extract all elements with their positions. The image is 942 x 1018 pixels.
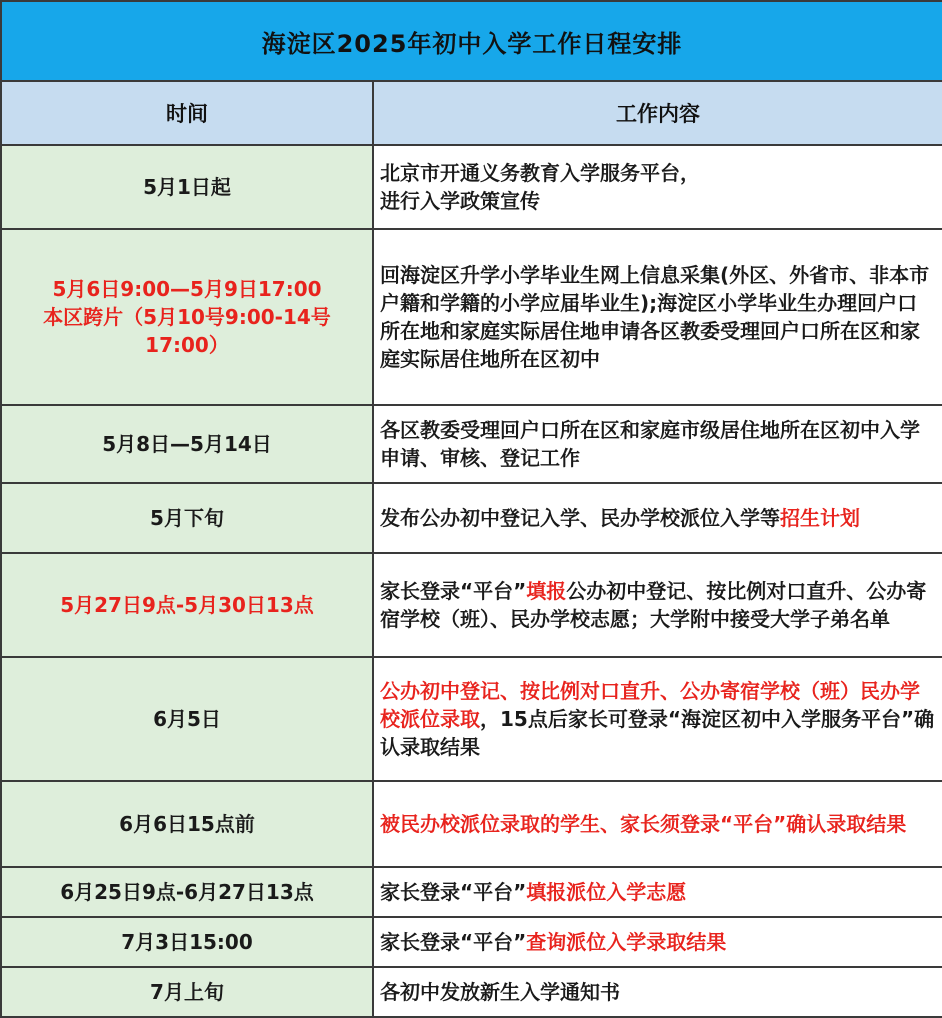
schedule-rows: [1, 145, 942, 1017]
content-text: 发布公办初中登记入学、民办学校派位入学等: [380, 506, 780, 530]
header-time: 时间: [1, 81, 373, 145]
time-line: 本区跨片（5月10号9:00-14号17:00）: [43, 305, 331, 357]
schedule-time: [1, 483, 373, 553]
highlight-text: 公办初中登记、按比例对口直升、公办寄宿学校（班）民办学校派位录取: [380, 679, 920, 731]
schedule-time: [1, 781, 373, 867]
table-row: [1, 781, 942, 867]
schedule-time: [1, 553, 373, 657]
schedule-time: [1, 229, 373, 405]
content-text: 回海淀区升学小学毕业生网上信息采集(外区、外省市、非本市户籍和学籍的小学应届毕业生);海淀区小学毕业生办理回户口所在地和家庭实际居住地申请各区教委受理回户口所在区和家庭实际居住地所在区初中: [380, 263, 930, 371]
time-line: 5月27日9点-5月30日13点: [60, 593, 314, 617]
table-row: [1, 657, 942, 781]
table-row: [1, 229, 942, 405]
table-row: [1, 867, 942, 917]
schedule-content: [373, 229, 942, 405]
time-line: 6月25日9点-6月27日13点: [60, 880, 314, 904]
header-content: 工作内容: [373, 81, 942, 145]
schedule-time: [1, 917, 373, 967]
time-line: 6月6日15点前: [119, 812, 255, 836]
content-text: 家长登录“平台”: [380, 930, 527, 954]
schedule-content: [373, 145, 942, 229]
table-row: [1, 405, 942, 483]
highlight-text: 被民办校派位录取的学生、家长须登录“平台”确认录取结果: [380, 812, 907, 836]
content-text: 北京市开通义务教育入学服务平台，: [380, 161, 700, 185]
title-row: [1, 1, 942, 81]
table-row: [1, 145, 942, 229]
schedule-content: [373, 657, 942, 781]
time-line: 7月上旬: [150, 980, 224, 1004]
table-title: 海淀区2025年初中入学工作日程安排: [1, 1, 942, 81]
schedule-content: [373, 967, 942, 1017]
table-row: [1, 553, 942, 657]
schedule-content: [373, 781, 942, 867]
time-line: 5月下旬: [150, 506, 224, 530]
schedule-content: [373, 483, 942, 553]
time-line: 5月6日9:00—5月9日17:00: [52, 277, 322, 301]
time-line: 6月5日: [153, 707, 221, 731]
content-text: 各初中发放新生入学通知书: [380, 980, 620, 1004]
highlight-text: 查询派位入学录取结果: [526, 930, 727, 954]
header-row: [1, 81, 942, 145]
content-text: 家长登录“平台”: [380, 579, 527, 603]
content-text: ，15点后家长可登录“海淀区初中入学服务平台”确认录取结果: [380, 707, 935, 759]
schedule-content: [373, 405, 942, 483]
schedule-time: [1, 405, 373, 483]
table-row: [1, 483, 942, 553]
content-text: 公办初中登记、按比例对口直升、公办寄宿学校（班）、民办学校志愿；大学附中接受大学子弟名单: [380, 579, 927, 631]
content-text: 进行入学政策宣传: [380, 189, 540, 213]
time-line: 5月8日—5月14日: [102, 432, 272, 456]
highlight-text: 填报派位入学志愿: [526, 880, 687, 904]
time-line: 5月1日起: [143, 175, 231, 199]
highlight-text: 填报: [526, 579, 567, 603]
schedule-content: [373, 553, 942, 657]
schedule-time: [1, 967, 373, 1017]
table-row: [1, 917, 942, 967]
time-line: 7月3日15:00: [121, 930, 253, 954]
schedule-time: [1, 657, 373, 781]
schedule-time: [1, 867, 373, 917]
schedule-content: [373, 917, 942, 967]
content-text: 各区教委受理回户口所在区和家庭市级居住地所在区初中入学申请、审核、登记工作: [380, 418, 920, 470]
content-text: 家长登录“平台”: [380, 880, 527, 904]
highlight-text: 招生计划: [780, 506, 860, 530]
schedule-content: [373, 867, 942, 917]
schedule-time: [1, 145, 373, 229]
table-row: [1, 967, 942, 1017]
